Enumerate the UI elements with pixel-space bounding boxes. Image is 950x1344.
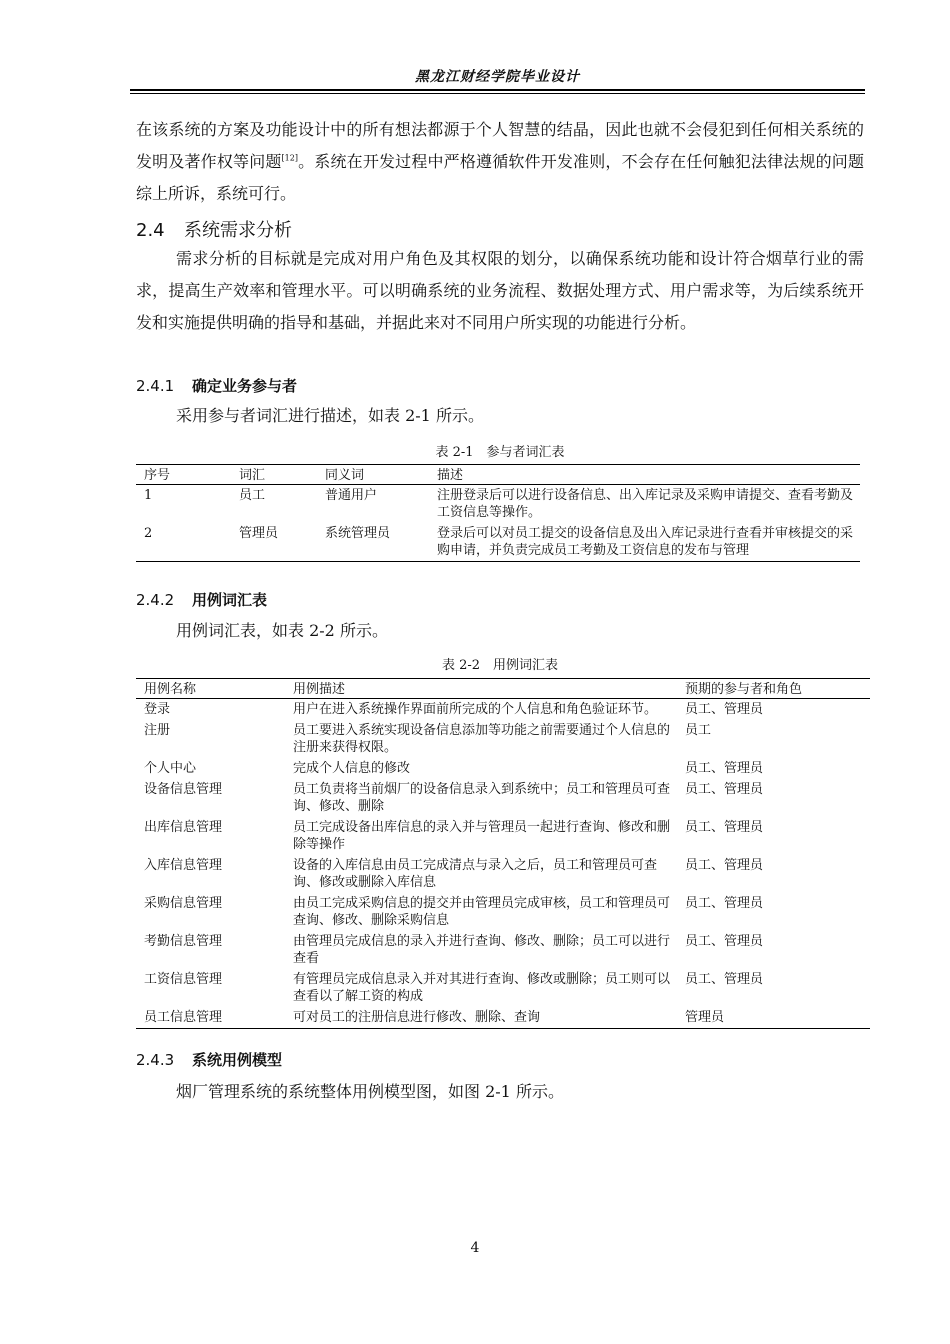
table-cell: 员工 [685,723,712,738]
header-rule [130,89,865,94]
page-number: 4 [470,1240,480,1256]
column-header: 用例描述 [285,679,677,699]
column-header: 预期的参与者和角色 [677,679,870,699]
table-cell: 用户在进入系统操作界面前所完成的个人信息和角色验证环节。 [293,702,658,717]
table-cell: 出库信息管理 [144,820,223,835]
section-number: 2.4.3 [136,1051,175,1069]
table-2-1 [136,464,860,562]
table-cell: 注册 [144,723,171,738]
table-row [136,893,870,931]
table-cell: 员工、管理员 [685,702,764,717]
column-header: 序号 [136,465,231,485]
table-cell: 员工 [239,488,266,503]
table-2-2-caption: 表 2-2 用例词汇表 [441,658,559,673]
table-cell: 有管理员完成信息录入并对其进行查询、修改或删除；员工则可以查看以了解工资的构成 [293,972,671,1004]
table-cell: 采购信息管理 [144,896,223,911]
table-cell: 普通用户 [325,488,378,503]
column-header: 用例名称 [136,679,285,699]
table-cell: 考勤信息管理 [144,934,223,949]
table-cell: 管理员 [231,523,317,562]
citation-ref: [12] [281,153,298,163]
table-cell: 完成个人信息的修改 [293,761,411,776]
section-heading-2-4 [136,216,292,242]
table-cell: 工资信息管理 [144,972,223,987]
section-heading-2-4-3 [136,1049,282,1070]
table-cell: 员工、管理员 [685,934,764,949]
table-cell: 由员工完成采购信息的提交并由管理员完成审核，员工和管理员可查询、修改、删除采购信息 [293,896,671,928]
table-row [136,758,870,779]
table-header-row [136,465,860,485]
table-cell: 登录 [144,702,171,717]
intro-text-1: 在该系统的方案及功能设计中的所有想法都源于个人智慧的结晶，因此也就不会侵犯到任何相关系统的发明及著作权等问题 [136,120,864,171]
table-row [136,523,860,562]
table-cell: 系统管理员 [317,523,429,562]
section-heading-2-4-2 [136,589,267,610]
section-2-4-1-paragraph: 采用参与者词汇进行描述，如表 2-1 所示。 [176,406,484,425]
column-header: 同义词 [317,465,429,485]
table-cell: 设备的入库信息由员工完成清点与录入之后，员工和管理员可查询、修改或删除入库信息 [293,858,658,890]
section-heading-2-4-1 [136,375,297,396]
table-cell: 员工、管理员 [685,820,764,835]
column-header: 词汇 [231,465,317,485]
table-cell: 员工、管理员 [685,782,764,797]
table-cell: 员工、管理员 [685,858,764,873]
table-cell: 员工要进入系统实现设备信息添加等功能之前需要通过个人信息的注册来获得权限。 [293,723,671,755]
table-cell: 由管理员完成信息的录入并进行查询、修改、删除；员工可以进行查看 [293,934,671,966]
section-number: 2.4.1 [136,377,175,395]
table-row [136,855,870,893]
table-header-row [136,679,870,699]
table-cell: 登录后可以对员工提交的设备信息及出入库记录进行查看并审核提交的采购申请，并负责完成员工考勤及工资信息的发布与管理 [429,523,860,562]
table-2-2 [136,678,870,1029]
table-cell: 员工、管理员 [685,896,764,911]
table-cell: 个人中心 [144,761,197,776]
table-row [136,931,870,969]
table-cell: 员工、管理员 [685,972,764,987]
section-2-4-2-paragraph: 用例词汇表，如表 2-2 所示。 [176,621,388,640]
table-cell: 可对员工的注册信息进行修改、删除、查询 [285,1007,677,1029]
table-cell: 员工负责将当前烟厂的设备信息录入到系统中；员工和管理员可查询、修改、删除 [293,782,671,814]
column-header: 描述 [429,465,860,485]
table-row [136,485,860,524]
section-2-4-3-paragraph: 烟厂管理系统的系统整体用例模型图，如图 2-1 所示。 [176,1082,564,1101]
table-cell: 管理员 [677,1007,870,1029]
page-header: 黑龙江财经学院毕业设计 [415,69,580,85]
intro-paragraph [136,114,864,210]
table-cell: 员工信息管理 [136,1007,285,1029]
section-title: 确定业务参与者 [192,377,298,395]
table-cell: 设备信息管理 [144,782,223,797]
section-title: 系统用例模型 [192,1051,283,1069]
intro-text-2: 。系统在开发过程中严格遵循软件开发准则，不会存在任何触犯法律法规的问题综上所诉，系统可行。 [136,152,864,203]
section-title: 用例词汇表 [192,591,268,609]
table-cell: 2 [136,523,231,562]
section-2-4-paragraph: 需求分析的目标就是完成对用户角色及其权限的划分，以确保系统功能和设计符合烟草行业的需求，提高生产效率和管理水平。可以明确系统的业务流程、数据处理方式、用户需求等，为后续系统开发和实施提供明确的指导和基础，并据此来对不同用户所实现的功能进行分析。 [136,249,864,332]
table-row [136,779,870,817]
section-number: 2.4.2 [136,591,175,609]
table-cell: 员工完成设备出库信息的录入并与管理员一起进行查询、修改和删除等操作 [293,820,671,852]
table-row [136,720,870,758]
section-title: 系统需求分析 [184,220,292,241]
table-cell: 入库信息管理 [144,858,223,873]
table-2-1-caption: 表 2-1 参与者词汇表 [435,445,565,460]
table-row [136,969,870,1007]
table-row [136,817,870,855]
table-row [136,699,870,721]
table-row [136,1007,870,1029]
table-cell: 1 [144,488,153,503]
table-cell: 员工、管理员 [685,761,764,776]
section-number: 2.4 [136,220,165,241]
table-cell: 注册登录后可以进行设备信息、出入库记录及采购申请提交、查看考勤及工资信息等操作。 [437,488,854,520]
